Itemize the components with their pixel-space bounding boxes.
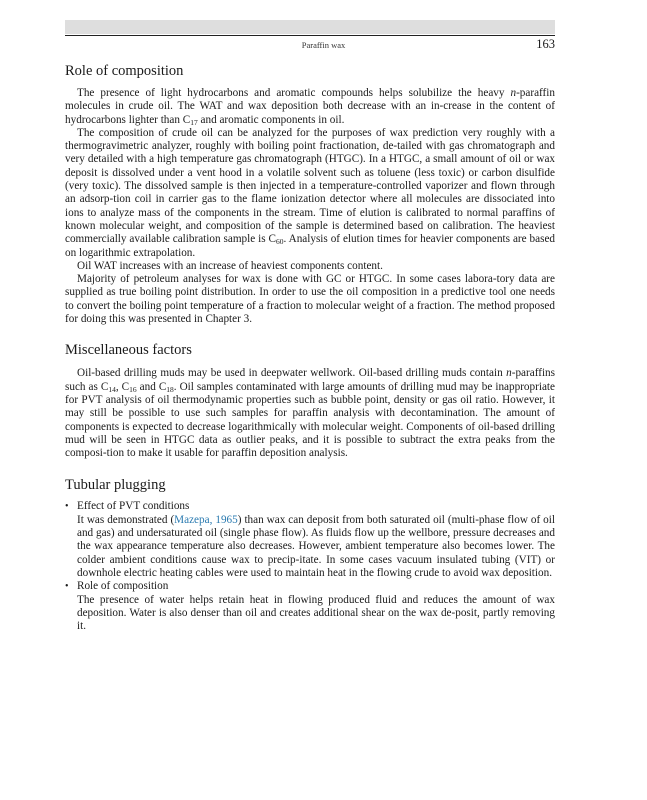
paragraph: The presence of water helps retain heat in flowing produced fluid and reduces the amount of wax deposition. Water is also denser than oil and creates additional shear on the wax de-posit, partly removing it. <box>77 593 555 633</box>
header-bar <box>65 20 555 34</box>
section-heading: Miscellaneous factors <box>65 342 192 359</box>
bullet-label: Role of composition <box>77 580 169 593</box>
page-body <box>65 62 555 633</box>
paragraph: Oil-based drilling muds may be used in deepwater wellwork. Oil-based drilling muds contain n-paraffins such as $C_{14}$, $C_{16}$ and $C_{18}$. Oil samples contaminated with large amounts of drilling mud may be inappropriate for PVT analysis of oil thermodynamic properties such as bubble point, density or gas oil ratio. However, it may still be possible to use such samples for paraffin analysis with decontamination. The amount of components is expected to decrease logarithmically with molecular weight. Components of oil-based drilling mud will be seen in HTGC data as outlier peaks, and it is possible to subtract the extra peaks from the composi-tion to make it usable for paraffin deposition analysis. <box>65 367 555 460</box>
section-heading: Role of composition <box>65 63 184 79</box>
running-title: Paraffin wax <box>301 40 346 50</box>
page-number: 163 <box>536 37 555 51</box>
paragraph: It was demonstrated (Mazepa, 1965) than wax can deposit from both saturated oil (multi-phase flow of oil and gas) and undersaturated oil (single phase flow). As fluids flow up the wellbore, pressure decreases and the wax appearance temperature also decreases. However, ambient temperature also becomes lower. The colder ambient conditions cause wax to precip-itate. In some cases vacuum insulated tubing (VIT) or downhole electric heating cables were used to maintain heat in the flowing crude to avoid wax deposition. <box>77 513 555 579</box>
bullet-icon: • <box>65 581 69 593</box>
section-miscellaneous-factors <box>65 341 555 460</box>
list-item <box>65 580 555 633</box>
paragraph: Oil WAT increases with an increase of heaviest components content. <box>77 259 383 272</box>
paragraph: Majority of petroleum analyses for wax is done with GC or HTGC. In some cases labora-tory data are supplied as true boiling point distribution. In order to use the oil composition in a predictive tool one needs to convert the boiling point temperature of a fraction to molecular weight of a fraction. The method proposed for doing this was presented in Chapter 3. <box>65 273 555 326</box>
list-item <box>65 500 555 580</box>
header-rule <box>65 35 555 36</box>
paragraph: The composition of crude oil can be analyzed for the purposes of wax prediction very roughly with a thermogravimetric analyzer, roughly with boiling point fractionation, de-tailed with gas chromatograph and very detailed with a high temperature gas chromatograph (HTGC). In a HTGC, a small amount of oil or wax deposit is dissolved under a vent hood in a volatile solvent such as toluene (less toxic) or carbon disulfide (very toxic). The dissolved sample is then injected in a temperature-controlled vaporizer and flown through an adsorp-tion coil in carrier gas to the flame ionization detector where all molecules are dissociated into ions to analyze mass of the components in the stream. Time of elution is calibrated to normal paraffins of known molecular weight, and composition of the sample is determined based on calibration. The heaviest commercially available calibration sample is $C_{60}$. Analysis of elution times for heavier components are based on logarithmic extrapolation. <box>65 126 556 259</box>
section-heading: Tubular plugging <box>65 477 166 494</box>
section-tubular-plugging <box>65 476 555 633</box>
bullet-list <box>65 500 555 633</box>
paragraph: The presence of light hydrocarbons and aromatic compounds helps solubilize the heavy n-paraffin molecules in crude oil. The WAT and wax deposition both decrease with an in-crease in the content of hydrocarbons lighter than $C_{17}$ and aromatic components in oil. <box>65 87 555 127</box>
section-role-of-composition <box>65 62 555 326</box>
bullet-label: Effect of PVT conditions <box>77 500 190 513</box>
citation-link[interactable]: Mazepa, 1965 <box>174 513 238 526</box>
bullet-icon: • <box>65 501 69 513</box>
